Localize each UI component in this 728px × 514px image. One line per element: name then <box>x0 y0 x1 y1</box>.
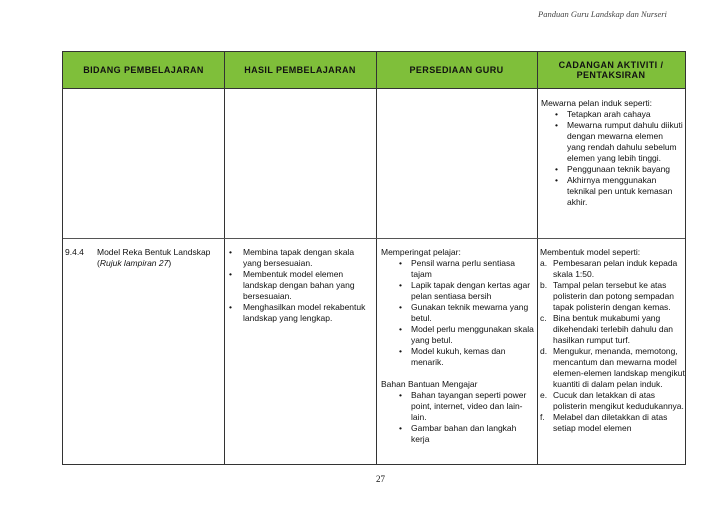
list-item: • Membina tapak dengan skala yang bersesuaian. <box>229 247 372 269</box>
bidang-title: Model Reka Bentuk Landskap <box>97 247 211 257</box>
list-item: b. Tampal pelan tersebut ke atas polisterin dan potong sempadan tapak polisterin dengan kemas. <box>540 280 674 312</box>
column-divider <box>224 52 225 464</box>
header-bidang: BIDANG PEMBELAJARAN <box>83 65 204 75</box>
list-item: • Model kukuh, kemas dan menarik. <box>399 346 535 368</box>
column-divider <box>537 52 538 464</box>
list-item: • Bahan tayangan seperti power point, internet, video dan lain-lain. <box>399 390 535 423</box>
row-divider <box>63 238 685 239</box>
cadangan-main-intro: Membentuk model seperti: <box>540 247 641 257</box>
list-item: f. Melabel dan diletakkan di atas setiap model elemen <box>540 412 668 433</box>
list-item: • Penggunaan teknik bayang <box>555 164 683 175</box>
persediaan-cell <box>381 247 535 445</box>
list-item: • Akhirnya menggunakan teknikal pen untuk kemasan akhir. <box>555 175 683 208</box>
list-item: d. Mengukur, menanda, memotong, mencantum dan mewarna model elemen-elemen landskap mengikut kuantiti di dalam pelan induk. <box>540 346 685 389</box>
cadangan-top-cell <box>541 98 683 208</box>
column-divider <box>376 52 377 464</box>
table-header-row <box>63 52 685 89</box>
list-item: c. Bina bentuk mukabumi yang dikehendaki terlebih dahulu dan hasilkan rumput turf. <box>540 313 674 345</box>
page-header-note: Panduan Guru Landskap dan Nurseri <box>538 9 667 19</box>
list-item: • Pensil warna perlu sentiasa tajam <box>399 258 535 280</box>
bidang-code: 9.4.4 <box>65 247 84 257</box>
bidang-cell <box>65 247 221 269</box>
list-item: • Gunakan teknik mewarna yang betul. <box>399 302 535 324</box>
list-item: • Lapik tapak dengan kertas agar pelan sentiasa bersih <box>399 280 535 302</box>
list-item: • Gambar bahan dan langkah kerja <box>399 423 535 445</box>
persediaan-intro: Memperingat pelajar: <box>381 247 461 257</box>
bahan-title: Bahan Bantuan Mengajar <box>381 379 478 389</box>
list-item: • Tetapkan arah cahaya <box>555 109 683 120</box>
header-persediaan: PERSEDIAAN GURU <box>409 65 504 75</box>
list-item: e. Cucuk dan letakkan di atas polisterin mengikut kedudukannya. <box>540 390 684 411</box>
list-item: • Membentuk model elemen landskap dengan bahan yang bersesuaian. <box>229 269 372 302</box>
list-item: • Model perlu menggunakan skala yang betul. <box>399 324 535 346</box>
header-cadangan-line2: PENTAKSIRAN <box>576 70 646 80</box>
bidang-reference: (Rujuk lampiran 27) <box>97 258 172 268</box>
cadangan-main-list <box>540 258 685 434</box>
hasil-cell <box>229 247 372 324</box>
header-cadangan <box>537 52 685 88</box>
page-number: 27 <box>376 474 385 484</box>
lesson-plan-table <box>62 51 686 465</box>
hasil-bullets <box>229 247 372 324</box>
header-hasil: HASIL PEMBELAJARAN <box>244 65 356 75</box>
cadangan-top-intro: Mewarna pelan induk seperti: <box>541 98 653 108</box>
header-cadangan-line1: CADANGAN AKTIVITI / <box>558 60 664 70</box>
persediaan-bullets <box>399 258 535 368</box>
bahan-bullets <box>399 390 535 445</box>
list-item: a. Pembesaran pelan induk kepada skala 1:50. <box>540 258 678 279</box>
cadangan-main-cell <box>540 247 685 434</box>
cadangan-top-bullets <box>555 109 683 208</box>
list-item: • Mewarna rumput dahulu diikuti dengan mewarna elemen yang rendah dahulu sebelum elemen yang lebih tinggi. <box>555 120 683 164</box>
list-item: • Menghasilkan model rekabentuk landskap yang lengkap. <box>229 302 372 324</box>
